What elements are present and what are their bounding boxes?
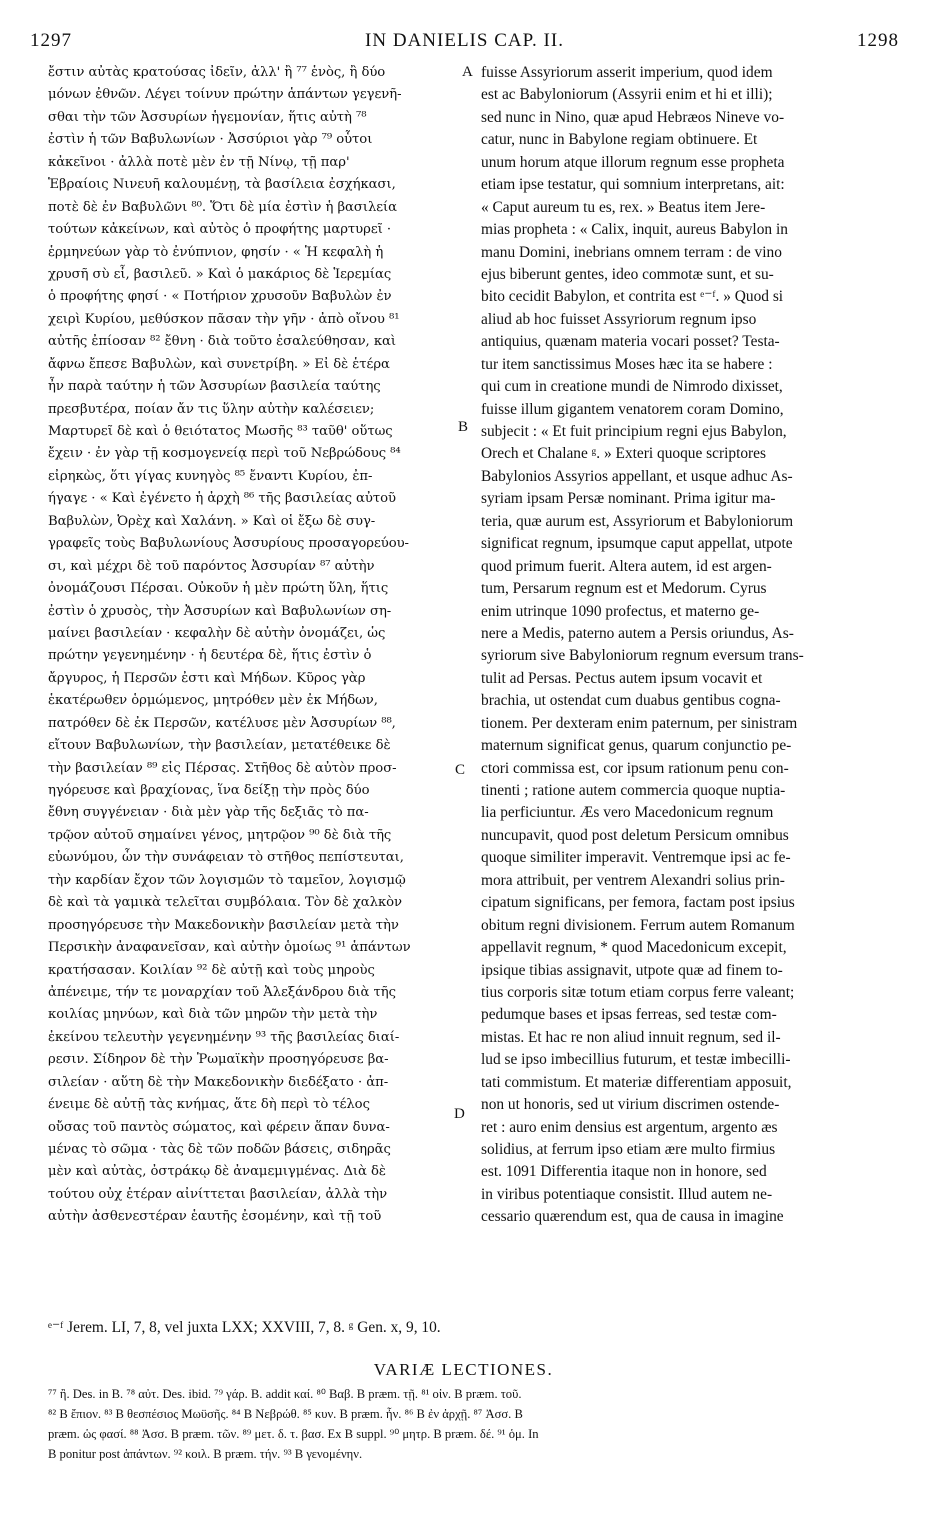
greek-text-line: σθαι τὴν τῶν Ἀσσυρίων ἡγεμονίαν, ἥτις αὐτὴ ⁷⁸ — [48, 109, 367, 125]
greek-text-line: ήγαγε · « Καὶ ἐγένετο ἡ ἀρχὴ ⁸⁶ τῆς βασιλείας αὐτοῦ — [48, 491, 396, 507]
greek-text-line: ἄφνω ἔπεσε Βαβυλὼν, καὶ συνετρίβη. » Εἰ δὲ ἑτέρα — [48, 356, 390, 372]
greek-text-line: αὐτὴν ἀσθενεστέραν ἑαυτῆς ἐσομένην, καὶ τῇ τοῦ — [48, 1209, 382, 1225]
greek-text-line: προσηγόρευσε τὴν Μακεδονικὴν βασιλείαν μετὰ τὴν — [48, 917, 399, 933]
latin-text-line: teria, quæ aurum est, Assyriorum et Babyloniorum — [481, 512, 794, 530]
greek-text-line: μένας τὸ σῶμα · τὰς δὲ τῶν ποδῶν βάσεις, σιδηρᾶς — [48, 1142, 391, 1157]
greek-text-line: πατρόθεν δὲ ἐκ Περσῶν, κατέλυσε μὲν Ἀσσυρίων ⁸⁸, — [48, 715, 396, 731]
latin-text-line: cipatum significans, per femora, factam post ipsius — [481, 894, 795, 912]
greek-text-line: ρεσιν. Σίδηρον δὲ τὴν Ῥωμαϊκὴν προσηγόρευσε βα- — [48, 1052, 389, 1068]
latin-text-line: unum horum atque illorum regnum esse propheta — [481, 153, 785, 171]
greek-text-line: κοιλίας μηνύων, καὶ διὰ τῶν μηρῶν τὴν μετὰ τὴν — [48, 1007, 378, 1023]
greek-text-line: κἀκεῖνοι · ἀλλὰ ποτὲ μὲν ἐν τῇ Νίνῳ, τῇ παρ' — [48, 154, 350, 170]
latin-text-line: sed nunc in Nino, quæ apud Hebræos Nineve vo- — [481, 108, 785, 126]
greek-text-line: χρυσῆ σὺ εἶ, βασιλεῦ. » Καὶ ὁ μακάριος δὲ Ἱερεμίας — [48, 266, 392, 282]
greek-text-line: τὴν καρδίαν ἔχον τῶν λογισμῶν τὸ ταμεῖον, λογισμῷ — [48, 872, 406, 888]
greek-text-line: ἄργυρος, ἡ Περσῶν ἐστι καὶ Μήδων. Κῦρος γὰρ — [48, 670, 366, 686]
running-title: IN DANIELIS CAP. II. — [365, 30, 564, 51]
latin-text-line: ctori commissa est, cor ipsum rationum penu con- — [481, 759, 789, 777]
greek-text-line: σι, καὶ μέχρι δὲ τοῦ παρόντος Ἀσσυρίαν ⁸⁷ αὐτὴν — [48, 558, 375, 574]
latin-text-line: maternum significat genus, quarum conjunctio pe- — [481, 737, 792, 755]
latin-text-line: quod primum fuerit. Altera autem, id est argen- — [481, 557, 772, 575]
greek-text-line: αὐτῆς ἐπίοσαν ⁸² ἔθνη · διὰ τοῦτο ἐσαλεύθησαν, καὶ — [48, 334, 396, 350]
latin-text-line: brachia, ut ostendat cum duabus gentibus cogna- — [481, 692, 781, 710]
latin-text-line: est ac Babyloniorum (Assyrii enim et hi et illi); — [481, 86, 773, 104]
latin-text-line: etiam ipse testatur, qui somnium interpretans, ait: — [481, 176, 785, 194]
greek-text-line: τὴν βασιλείαν ⁸⁹ εἰς Πέρσας. Στῆθος δὲ αὐτὸν προσ- — [48, 760, 397, 776]
latin-text-line: tur item sanctissimus Moses hæc ita se habere : — [481, 355, 773, 373]
latin-text-line: tius corporis sitæ totum etiam corpus ferre valeant; — [481, 983, 795, 1001]
latin-text-line: ejus biberunt gentes, ideo commotæ sunt, et su- — [481, 265, 774, 283]
latin-text-line: tinenti ; ratione autem commercia quoque nuptia- — [481, 782, 786, 799]
latin-text-line: fuisse Assyriorum asserit imperium, quod idem — [481, 64, 773, 81]
latin-text-line: qui cum in creatione mundi de Nimrodo dixisset, — [481, 378, 783, 396]
latin-text-line: non ut honoris, sed ut virium discrimen ostende- — [481, 1096, 780, 1114]
greek-text-line: ἦν παρὰ ταύτην ἡ τῶν Ἀσσυρίων βασιλεία ταύτης — [48, 379, 381, 395]
greek-text-line: ἀπένειμε, τήν τε μοναρχίαν τοῦ Ἀλεξάνδρου διὰ τῆς — [48, 984, 396, 1000]
latin-text-line: cessario quærendum est, qua de causa in imagine — [481, 1208, 784, 1226]
greek-text-line: εἰρηκὼς, ὅτι γίγας κυνηγὸς ⁸⁵ ἔναντι Κυρίου, ἐπ- — [48, 468, 373, 484]
right-page-number: 1298 — [857, 30, 899, 51]
latin-text-line: syriorum sive Babyloniorum regnum eversum trans- — [481, 647, 804, 665]
margin-letter-b: B — [458, 419, 469, 435]
variant-reading-line: ⁸² B ἔπιον. ⁸³ B θεσπέσιος Μωϋσῆς. ⁸⁴ B Νεβρώθ. ⁸⁵ κυν. B præm. ἦν. ⁸⁶ B ἐν ἀρχῇ. ⁸⁷ Ἀσσ. B — [48, 1407, 523, 1421]
latin-text-line: significat regnum, ipsumque caput appellat, utpote — [481, 535, 793, 553]
latin-text-line: tionem. Per dexteram enim paternum, per sinistram — [481, 714, 798, 732]
latin-text-line: fuisse illum gigantem venatorem coram Domino, — [481, 400, 784, 418]
greek-text-line: τούτων κἀκείνων, καὶ αὐτὸς ὁ προφήτης μαρτυρεῖ · — [48, 222, 391, 238]
variant-reading-line: præm. ὡς φασί. ⁸⁸ Ἀσσ. B præm. τῶν. ⁸⁹ μετ. δ. τ. βασ. Ex B suppl. ⁹⁰ μητρ. B præm. δέ. ⁹¹ ὁμ. In — [48, 1427, 539, 1441]
latin-text-line: ipsique tibias assignavit, utpote quæ ad finem to- — [481, 961, 783, 979]
variae-lectiones-title: VARIÆ LECTIONES. — [373, 1360, 554, 1379]
greek-text-line: ἐκείνου τελευτὴν γεγενημένην ⁹³ τῆς βασιλείας διαί- — [48, 1029, 400, 1045]
latin-text-line: in viribus potentiaque consistit. Illud autem ne- — [481, 1185, 773, 1203]
greek-text-line: ἐστὶν ὁ χρυσὸς, τὴν Ἀσσυρίων καὶ Βαβυλωνίων ση- — [48, 603, 392, 619]
greek-text-line: πρώτην γεγενημένην · ἡ δευτέρα δὲ, ἥτις ἐστὶν ὁ — [48, 648, 372, 664]
greek-text-line: ἐστὶν ἡ τῶν Βαβυλωνίων · Ἀσσύριοι γὰρ ⁷⁹ οὗτοι — [48, 132, 373, 148]
greek-text-line: μὲν καὶ αὐτὰς, ὀστράκῳ δὲ ἀναμεμιγμένας. Διὰ δὲ — [48, 1164, 386, 1180]
greek-text-line: οὔσας τοῦ παντὸς σώματος, καὶ φέρειν ἅπαν δυνα- — [48, 1119, 390, 1135]
greek-text-line: Ἑβραίοις Νινευῆ καλουμένῃ, τὰ βασίλεια ἐσχήκασι, — [48, 177, 396, 193]
latin-text-column — [481, 62, 893, 1229]
variant-reading-line: B ponitur post ἁπάντων. ⁹² κοιλ. B præm. τήν. ⁹³ B γενομένην. — [48, 1447, 363, 1461]
latin-text-line: subjecit : « Et fuit principium regni ejus Babylon, — [481, 423, 787, 440]
greek-text-line: ηγόρευσε καὶ βραχίονας, ἵνα δείξῃ τὴν πρὸς δύο — [48, 783, 370, 798]
greek-text-line: Περσικὴν ἀναφανεῖσαν, καὶ αὐτὴν ὁμοίως ⁹¹ ἁπάντων — [48, 940, 411, 956]
variae-lectiones — [48, 1384, 898, 1464]
latin-text-line: appellavit regnum, * quod Macedonicum excepit, — [481, 939, 787, 957]
latin-text-line: Babylonios Assyrios appellant, et usque adhuc As- — [481, 467, 793, 485]
greek-text-line: εἴτουν Βαβυλωνίων, τὴν βασιλείαν, μετατέθεικε δὲ — [48, 738, 391, 754]
latin-text-line: mistas. Et hac re non aliud innuit regnum, sed il- — [481, 1028, 781, 1046]
latin-text-line: tum, Persarum regnum est et Medorum. Cyrus — [481, 580, 767, 598]
greek-text-line: ἔθνη συγγένειαν · διὰ μὲν γὰρ τῆς δεξιᾶς τὸ πα- — [48, 805, 369, 821]
latin-text-line: quoque similiter imperavit. Ventremque ipsi ac fe- — [481, 849, 791, 867]
greek-text-line: χειρὶ Κυρίου, μεθύσκον πᾶσαν τὴν γῆν · ἀπὸ οἴνου ⁸¹ — [48, 311, 400, 327]
latin-text-line: tati commistum. Et materiæ differentiam apposuit, — [481, 1073, 792, 1091]
left-page-number: 1297 — [30, 30, 72, 51]
greek-text-line: γραφεῖς τοὺς Βαβυλωνίους Ἀσσυρίους προσαγορεύου- — [48, 536, 409, 552]
greek-text-column — [48, 62, 458, 1229]
latin-text-line: lia perficiuntur. Æs vero Macedonicum regnum — [481, 804, 774, 822]
greek-text-line: Βαβυλὼν, Ὀρὲχ καὶ Χαλάνη. » Καὶ οἱ ἔξω δὲ συγ- — [48, 513, 376, 529]
greek-text-line: σιλείαν · αὕτη δὲ τὴν Μακεδονικὴν διεδέξατο · ἀπ- — [48, 1074, 389, 1090]
latin-text-line: lud se ipso imbecillius futurum, et testæ imbecilli- — [481, 1051, 791, 1069]
latin-text-line: pedumque bases et ipsas ferreas, sed testæ com- — [481, 1006, 777, 1024]
greek-text-line: ὀνομάζουσι Πέρσαι. Οὐκοῦν ἡ μὲν πρώτη ὕλη, ἥτις — [48, 581, 389, 597]
latin-text-line: aliud ab hoc fuisset Assyriorum regnum ipso — [481, 310, 757, 328]
latin-text-line: est. 1091 Differentia itaque non in honore, sed — [481, 1163, 767, 1181]
variant-reading-line: ⁷⁷ ἢ. Des. in B. ⁷⁸ αὐτ. Des. ibid. ⁷⁹ γάρ. B. addit καί. ⁸⁰ Βαβ. B præm. τῇ. ⁸¹ οἰν. B præm. τοῦ. — [48, 1387, 522, 1401]
greek-text-line: ὁ προφήτης φησί · « Ποτήριον χρυσοῦν Βαβυλὼν ἐν — [48, 289, 392, 305]
latin-text-line: mora attribuit, per ventrem Alexandri solius prin- — [481, 871, 785, 889]
greek-text-line: εὐωνύμου, ὧν τὴν συνάφειαν τὸ στῆθος πεπίστευται, — [48, 850, 404, 866]
running-header — [30, 30, 899, 60]
greek-text-line: ποτὲ δὲ ἐν Βαβυλῶνι ⁸⁰. Ὅτι δὲ μία ἐστὶν ἡ βασιλεία — [48, 199, 398, 215]
latin-text-line: syriam ipsam Persæ nominant. Prima igitur ma- — [481, 490, 776, 508]
latin-text-line: mias propheta : « Calix, inquit, aureus Babylon in — [481, 221, 788, 239]
greek-text-line: ἑκατέρωθεν ὁρμώμενος, μητρόθεν μὲν ἐκ Μήδων, — [48, 693, 378, 709]
greek-text-line: ένειμε δὲ αὐτῇ τὰς κνήμας, ἅτε δὴ περὶ τὸ τέλος — [48, 1097, 370, 1113]
latin-text-line: bito cecidit Babylon, et contrita est ᵉ⁻ᶠ. » Quod si — [481, 288, 784, 306]
greek-text-line: μαίνει βασιλείαν · κεφαλὴν δὲ αὐτὴν ὀνομάζει, ὡς — [48, 625, 386, 641]
latin-text-line: ret : auro enim densius est argentum, argento æs — [481, 1118, 778, 1136]
latin-text-line: enim utrinque 1090 profectus, et materno ge- — [481, 602, 760, 620]
latin-text-line: nere a Medis, paterno autem a Persis oriundus, As- — [481, 624, 794, 642]
latin-text-line: tulit ad Persas. Pectus autem ipsum vocavit et — [481, 669, 763, 687]
latin-text-line: catur, nunc in Babylone regiam obtinuere. Et — [481, 131, 758, 149]
latin-text-line: solidius, at ferrum ipso etiam ære multo firmius — [481, 1141, 776, 1158]
latin-text-line: nuncupavit, quod post deletum Persicum omnibus — [481, 826, 789, 844]
greek-text-line: ἔστιν αὐτὰς κρατούσας ἰδεῖν, ἀλλ' ἢ ⁷⁷ ἑνὸς, ἢ δύο — [48, 65, 386, 80]
greek-text-line: κρατήσασαν. Κοιλίαν ⁹² δὲ αὐτῇ καὶ τοὺς μηροὺς — [48, 962, 375, 978]
margin-letter-c: C — [455, 762, 466, 778]
latin-text-line: Orech et Chalane ᵍ. » Exteri quoque scriptores — [481, 445, 766, 463]
latin-text-line: manu Domini, inebrians omnem terram : de vino — [481, 243, 782, 261]
latin-text-line: « Caput aureum tu es, rex. » Beatus item Jere- — [481, 198, 766, 216]
greek-text-line: πρεσβυτέρα, ποίαν ἄν τις ὕλην αὐτὴν καλέσειεν; — [48, 401, 375, 417]
margin-letter-d: D — [454, 1106, 465, 1122]
scripture-footnote: ᵉ⁻ᶠ Jerem. LI, 7, 8, vel juxta LXX; XXVIII, 7, 8. ᵍ Gen. x, 9, 10. — [48, 1319, 441, 1336]
greek-text-line: δὲ καὶ τὰ γαμικὰ τελεῖται συμβόλαια. Τὸν δὲ χαλκὸν — [48, 895, 403, 911]
margin-letter-a: A — [462, 64, 473, 80]
latin-text-line: obitum regni divisionem. Ferrum autem Romanum — [481, 916, 795, 934]
greek-text-line: τούτου οὐχ ἑτέραν αἰνίττεται βασιλείαν, ἀλλὰ τὴν — [48, 1186, 388, 1202]
greek-text-line: ἑρμηνεύων γὰρ τὸ ἐνύπνιον, φησίν · « Ἡ κεφαλὴ ἡ — [48, 244, 384, 260]
greek-text-line: μόνων ἐθνῶν. Λέγει τοίνυν πρώτην ἁπάντων γεγενῆ- — [48, 87, 402, 103]
greek-text-line: Μαρτυρεῖ δὲ καὶ ὁ θειότατος Μωσῆς ⁸³ ταῦθ' οὕτως — [48, 424, 393, 439]
greek-text-line: τρῷον αὐτοῦ σημαίνει γένος, μητρῷον ⁹⁰ δὲ διὰ τῆς — [48, 827, 392, 843]
latin-text-line: antiquius, quænam materia vocari posset? Testa- — [481, 333, 780, 351]
greek-text-line: ἔχειν · ἐν γὰρ τῇ κοσμογενείᾳ περὶ τοῦ Νεβρώδους ⁸⁴ — [48, 446, 401, 462]
